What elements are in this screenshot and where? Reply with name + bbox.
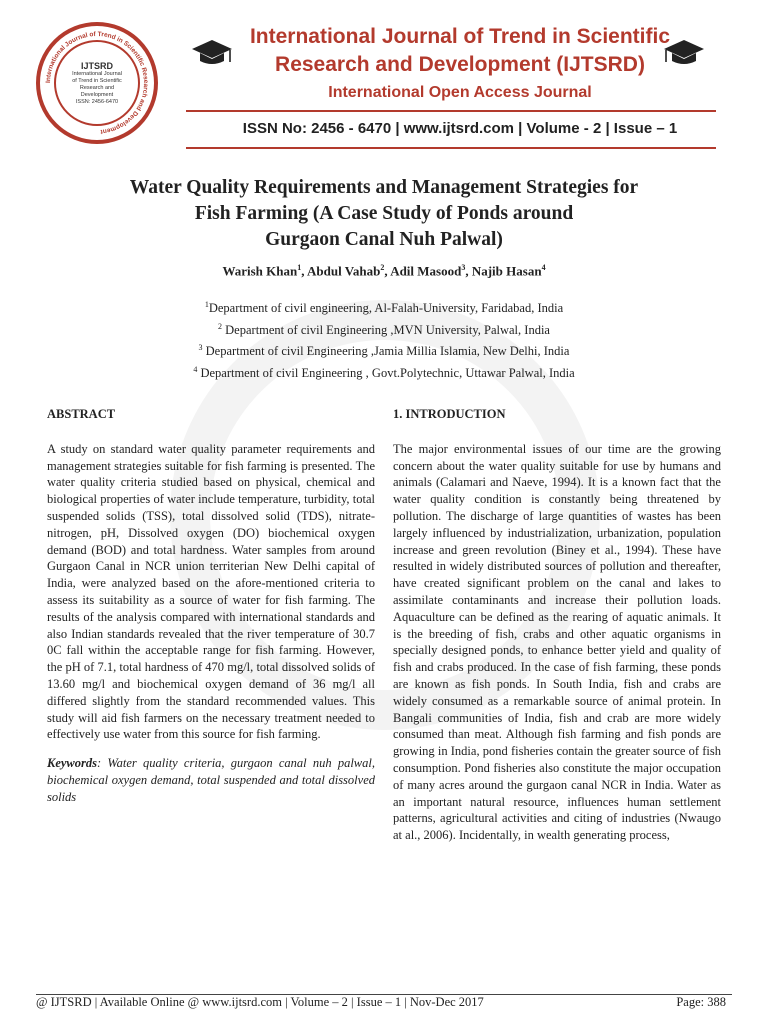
seal-line: Research and [79,84,115,91]
affiliation-text: Department of civil engineering, Al-Falah-University, Faridabad, India [208,301,564,316]
author-name: Abdul Vahab [307,263,381,279]
affiliation [60,361,708,383]
author-sup: 1 [297,263,302,272]
page-number: Page: 388 [676,995,726,1009]
affiliation-text: Department of civil Engineering , Govt.Polytechnic, Uttawar Palwal, India [197,366,575,381]
author-list: Warish Khan$^1$, Abdul Vahab$^2$, Adil Masood$^3$, Najib Hasan$^4$ [222,263,546,279]
journal-header [0,0,768,150]
journal-seal-logo [36,22,158,144]
seal-line: International Journal [72,70,122,77]
seal-abbr: IJTSRD [80,60,113,71]
abstract-text: A study on standard water quality parameter requirements and management strategies suitable for fish farming is presented. The water quality criteria studied based on physical, chemical and biological properties of water include temperature, turbidity, total suspended solids (TSS), total dissolved solid (TDS), nitrate- nitrogen, pH, Dissolved oxygen (DO) biochemical oxygen demand (BOD) and total hardness. Water samples from around Gurgaon Canal in NCR union territerian New Delhi capital of India, were analyzed based on the afore-mentioned criteria to assess its suitability as a source of water for fish farming. The results of the analysis compared with international standards and also Indian standards revealed that the river temperature of 30.7 0C fall within the acceptable range for fish farming. However, the pH of 7.1, total hardness of 470 mg/l, total dissolved solids of 13.60 mg/l and biochemical oxygen demand of 36 mg/l all differed slightly from the standard recommended values. This study will aid fish farmers on the necessary treatment needed to effectively use water from this source for fish farming. [47,441,375,742]
abstract-heading: ABSTRACT [47,407,116,421]
affiliation [60,318,708,340]
seal-ring-text: International Journal of Trend in Scientific Research and Development [44,30,150,135]
affiliation-sup: 3 [198,343,203,353]
author-sup: 4 [541,263,546,272]
paper-title-line: Water Quality Requirements and Management Strategies for [129,177,639,198]
journal-subtitle: International Open Access Journal [328,84,592,101]
introduction-heading: 1. INTRODUCTION [393,407,506,421]
left-column [47,406,375,818]
introduction-text: The major environmental issues of our time are the growing concern about the water quality suitable for use by humans and animals (Calamari and Naeve, 1994). It is a known fact that the water quality condition is constantly being threatened by pollution. The discharge of large quantities of wastes has been largely influenced by industrialization, urbanization, population increase and green revolution (Biney et al., 1994). These have resulted in widely distributed sources of pollution and thereafter, have created significant problem on the canal and lakes to assimilate contaminants and increase their pollution loads. Aquaculture can be defined as the rearing of aquatic animals. It is the breeding of fish, crabs and other aquatic organisms in specially designed ponds, to enhance better yield and quality of fish and crabs produced. In the case of fish farming, these ponds are known as fish ponds. In South India, fish and crabs are widely consumed as a remarkable source of animal protein. In Bangali communities of India, fish and crab are more widely consumed than meat. Although fish farming and fish ponds are growing in India, pond fisheries contain the greater source of fish consumption. Pond fisheries also constitute the major occupation of many acres around the gurgaon canal NCR in India. Water as an important natural resource, influences human settlement patterns, agricultural activities and citing of industries (Nwaugo at al., 2006). Incidentally, in wealth generating process, [393,441,721,843]
affiliation-text: Department of civil Engineering ,MVN University, Palwal, India [222,322,550,337]
affiliation-text: Department of civil Engineering ,Jamia Millia Islamia, New Delhi, India [202,344,570,359]
seal-line: Development [80,91,114,98]
keywords-text: : Water quality criteria, gurgaon canal nuh palwal, biochemical oxygen demand, total suspended and total dissolved solids [47,756,375,804]
seal-line: of Trend in Scientific [72,77,122,84]
author-sup: 2 [380,263,385,272]
right-column [393,406,721,844]
paper-title-line: Fish Farming (A Case Study of Ponds around [194,203,574,224]
affiliation-sup: 2 [218,321,223,331]
author-name: Najib Hasan [471,263,542,279]
journal-title-line1: International Journal of Trend in Scientific [249,25,671,48]
journal-title-line2: Research and Development (IJTSRD) [275,53,645,76]
affiliation-list [60,296,708,383]
affiliation [60,339,708,361]
issn-line: ISSN No: 2456 - 6470 | www.ijtsrd.com | Volume - 2 | Issue – 1 [242,120,678,137]
affiliation [60,296,708,318]
keywords-label: Keywords [47,756,97,771]
paper-title-line: Gurgaon Canal Nuh Palwal) [265,229,503,250]
affiliation-sup: 4 [193,364,198,374]
author-name: Adil Masood [390,263,462,279]
paper-title [60,175,708,253]
seal-center [54,40,140,126]
footer-citation: @ IJTSRD | Available Online @ www.ijtsrd.com | Volume – 2 | Issue – 1 | Nov-Dec 2017 [36,995,484,1009]
keywords [47,755,375,805]
seal-issn: ISSN: 2456-6470 [75,98,119,105]
header-divider [186,147,716,149]
affiliation-sup: 1 [204,300,209,309]
author-sup: 3 [461,263,466,272]
author-name: Warish Khan [222,263,298,279]
header-divider [186,110,716,112]
